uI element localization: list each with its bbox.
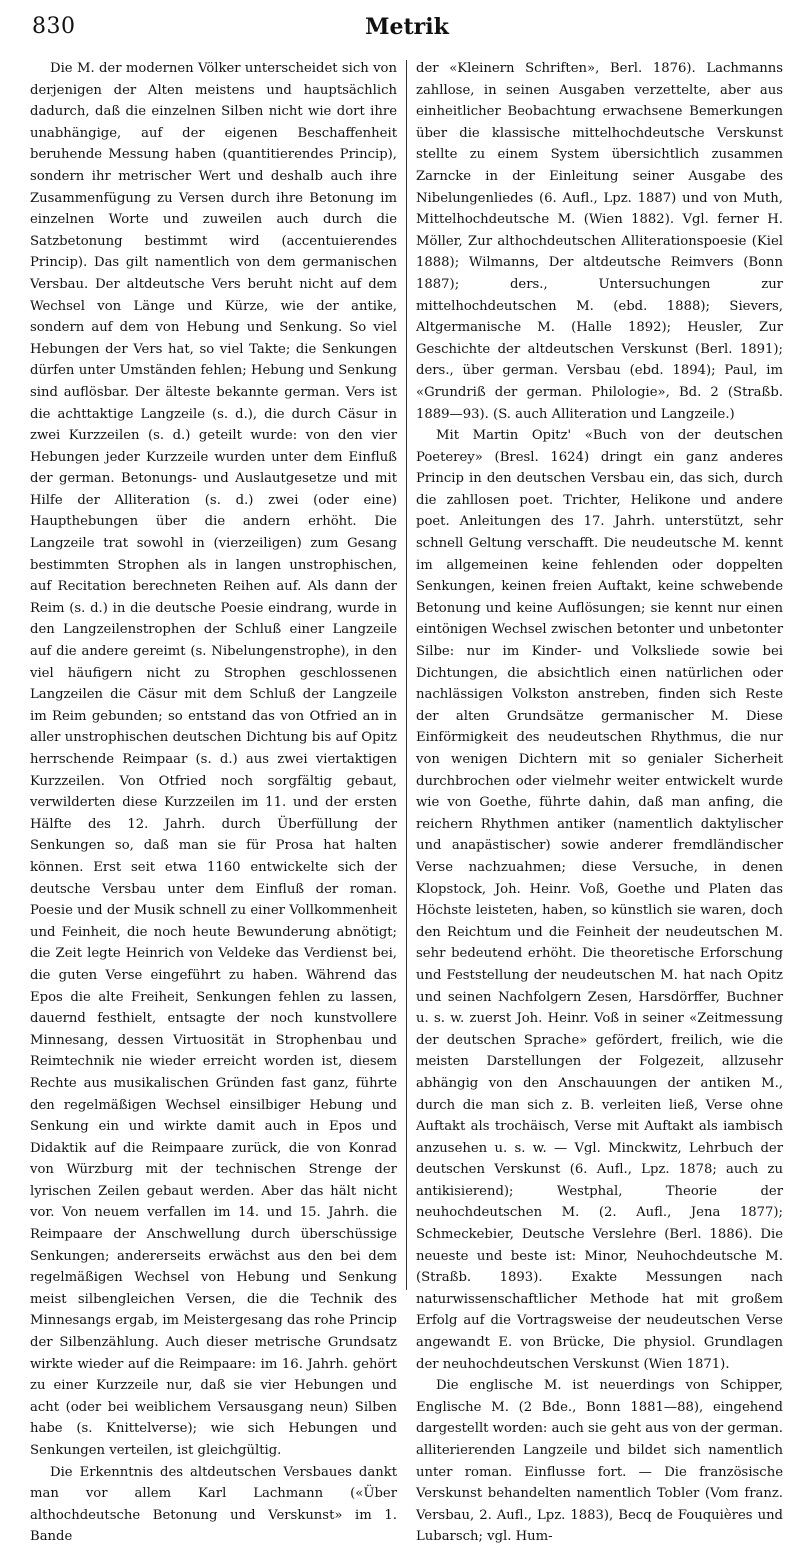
paragraph: der «Kleinern Schriften», Berl. 1876). Lachmanns zahllose, in seinen Ausgaben verzettelte, aber aus einheitlicher Beobachtung erwachsene Bemerkungen über die klassische mittelhochdeutsche Verskunst stellte zu einem System übersichtlich zusammen Zarncke in der Einleitung seiner Ausgabe des Nibelungenliedes (6. Aufl., Lpz. 1887) und von Muth, Mittelhochdeutsche M. (Wien 1882). Vgl. ferner H. Möller, Zur althochdeutschen Alliterationspoesie (Kiel 1888); Wilmanns, Der altdeutsche Reimvers (Bonn 1887); ders., Untersuchungen zur mittelhochdeutschen M. (ebd. 1888); Sievers, Altgermanische M. (Halle 1892); Heusler, Zur Geschichte der altdeutschen Verskunst (Berl. 1891); ders., über german. Versbau (ebd. 1894); Paul, im «Grundriß der german. Philologie», Bd. 2 (Straßb. 1889—93). (S. auch Alliteration und Langzeile.) bbox=[416, 61, 783, 422]
paragraph: Mit Martin Opitz' «Buch von der deutschen Poeterey» (Bresl. 1624) dringt ein ganz anderes Princip in den deutschen Versbau ein, das sich, durch die zahllosen poet. Trichter, Helikone und andere poet. Anleitungen des 17. Jahrh. unterstützt, sehr schnell Geltung verschafft. Die neudeutsche M. kennt im allgemeinen keine fehlenden oder doppelten Senkungen, keinen freien Auftakt, keine schwebende Betonung und keine Auflösungen; sie kennt nur einen eintönigen Wechsel zwischen betonter und unbetonter Silbe: nur im Kinder- und Volksliede sowie bei Dichtungen, die absichtlich einen natürlichen oder nachlässigen Volkston anstreben, finden sich Reste der alten Grundsätze germanischer M. Diese Einförmigkeit des neudeutschen Rhythmus, die nur von wenigen Dichtern mit so genialer Sicherheit durchbrochen oder vielmehr weiter entwickelt wurde wie von Goethe, führte dahin, daß man anfing, die reichern Rhythmen antiker (namentlich daktylischer und anapästischer) sowie anderer fremdländischer Verse nachzuahmen; diese Versuche, in denen Klopstock, Joh. Heinr. Voß, Goethe und Platen das Höchste leisteten, haben, so künstlich sie waren, doch den Reichtum und die Feinheit der neudeutschen M. sehr bedeutend erhöht. Die theoretische Erforschung und Feststellung der neudeutschen M. hat nach Opitz und seinen Nachfolgern Zesen, Harsdörffer, Buchner u. s. w. zuerst Joh. Heinr. Voß in seiner «Zeitmessung der deutschen Sprache» gefördert, freilich, wie die meisten Darstellungen der Folgezeit, allzusehr abhängig von den Anschauungen der antiken M., durch die man sich z. B. verleiten ließ, Verse ohne Auftakt als trochäisch, Verse mit Auftakt als iambisch anzusehen u. s. w. — Vgl. Minckwitz, Lehrbuch der deutschen Verskunst (6. Aufl., Lpz. 1878; auch zu antikisierend); Westphal, Theorie der neuhochdeutschen M. (2. Aufl., Jena 1877); Schmeckebier, Deutsche Verslehre (Berl. 1886). Die neueste und beste ist: Minor, Neuhochdeutsche M. (Straßb. 1893). Exakte Messungen nach naturwissenschaftlicher Methode hat mit großem Erfolg auf die Vortragsweise der neudeutschen Verse angewandt E. von Brücke, Die physiol. Grundlagen der neuhochdeutschen Verskunst (Wien 1871). bbox=[416, 428, 783, 1372]
page bbox=[30, 10, 784, 1545]
paragraph: Die englische M. ist neuerdings von Schipper, Englische M. (2 Bde., Bonn 1881—88), eingehend dargestellt worden: auch sie geht aus von der german. alliterierenden Langzeile und bildet sich namentlich unter roman. Einflusse fort. — Die französische Verskunst behandelten namentlich Tobler (Vom franz. Versbau, 2. Aufl., Lpz. 1883), Becq de Fouquières und Lubarsch; vgl. Hum- bbox=[416, 1378, 783, 1545]
paragraph: Die Erkenntnis des altdeutschen Versbaues dankt man vor allem Karl Lachmann («Über althochdeutsche Betonung und Verskunst» im 1. Bande bbox=[30, 1464, 397, 1545]
page-header bbox=[30, 10, 784, 54]
running-title: Metrik bbox=[365, 14, 449, 40]
column-divider bbox=[406, 60, 407, 1290]
right-column bbox=[416, 58, 783, 1545]
paragraph: Die M. der modernen Völker unterscheidet sich von derjenigen der Alten meistens und hauptsächlich dadurch, daß die einzelnen Silben nicht wie dort ihre unabhängige, auf der eigenen Beschaffenheit beruhende Messung haben (quantitierendes Princip), sondern ihr metrischer Wert und deshalb auch ihre Zusammenfügung zu Versen durch ihre Betonung im einzelnen Worte und zuweilen auch durch die Satzbetonung bestimmt wird (accentuierendes Princip). Das gilt namentlich von dem germanischen Versbau. Der altdeutsche Vers beruht nicht auf dem Wechsel von Länge und Kürze, wie der antike, sondern auf dem von Hebung und Senkung. So viel Hebungen der Vers hat, so viel Takte; die Senkungen dürfen unter Umständen fehlen; Hebung und Senkung sind auflösbar. Der älteste bekannte german. Vers ist die achttaktige Langzeile (s. d.), die durch Cäsur in zwei Kurzzeilen (s. d.) geteilt wurde: von den vier Hebungen jeder Kurzzeile wurden unter dem Einfluß der german. Betonungs- und Auslautgesetze und mit Hilfe der Alliteration (s. d.) zwei (oder eine) Haupthebungen über die andern erhöht. Die Langzeile trat sowohl in (vierzeiligen) zum Gesang bestimmten Strophen als in langen unstrophischen, auf Recitation berechneten Reihen auf. Als dann der Reim (s. d.) in die deutsche Poesie eindrang, wurde in den Langzeilenstrophen der Schluß einer Langzeile auf die andere gereimt (s. Nibelungenstrophe), in den viel häufigern nicht zu Strophen geschlossenen Langzeilen die Cäsur mit dem Schluß der Langzeile im Reim gebunden; so entstand das von Otfried an in aller unstrophischen deutschen Dichtung bis auf Opitz herrschende Reimpaar (s. d.) aus zwei viertaktigen Kurzzeilen. Von Otfried noch sorgfältig gebaut, verwilderten diese Kurzzeilen im 11. und der ersten Hälfte des 12. Jahrh. durch Überfüllung der Senkungen so, daß man sie für Prosa hat halten können. Erst seit etwa 1160 entwickelte sich der deutsche Versbau unter dem Einfluß der roman. Poesie und der Musik schnell zu einer Vollkommenheit und Feinheit, die noch heute Bewunderung abnötigt; die Zeit legte Heinrich von Veldeke das Verdienst bei, die guten Verse eingeführt zu haben. Während das Epos die alte Freiheit, Senkungen fehlen zu lassen, dauernd festhielt, entsagte der noch kunstvollere Minnesang, dessen Virtuosität in Strophenbau und Reimtechnik nie wieder erreicht worden ist, diesem Rechte aus musikalischen Gründen fast ganz, führte den regelmäßigen Wechsel einsilbiger Hebung und Senkung ein und wirkte damit auch in Epos und Didaktik auf die Reimpaare zurück, die von Konrad von Würzburg mit der technischen Strenge der lyrischen Zeilen gebaut werden. Aber das hält nicht vor. Von neuem verfallen im 14. und 15. Jahrh. die Reimpaare der Anschwellung durch überschüssige Senkungen; andererseits erwächst aus den bei dem regelmäßigen Wechsel von Hebung und Senkung meist silbengleichen Versen, die die Technik des Minnesangs ergab, im Meistergesang das rohe Princip der Silbenzählung. Auch dieser metrische Grundsatz wirkte wieder auf die Reimpaare: im 16. Jahrh. gehört zu einer Kurzzeile nur, daß sie vier Hebungen und acht (oder bei weiblichem Versausgang neun) Silben habe (s. Knittelverse); wie sich Hebungen und Senkungen verteilen, ist gleichgültig. bbox=[30, 61, 397, 1458]
text-columns bbox=[30, 58, 784, 1545]
left-column bbox=[30, 58, 397, 1545]
page-number: 830 bbox=[32, 14, 76, 39]
